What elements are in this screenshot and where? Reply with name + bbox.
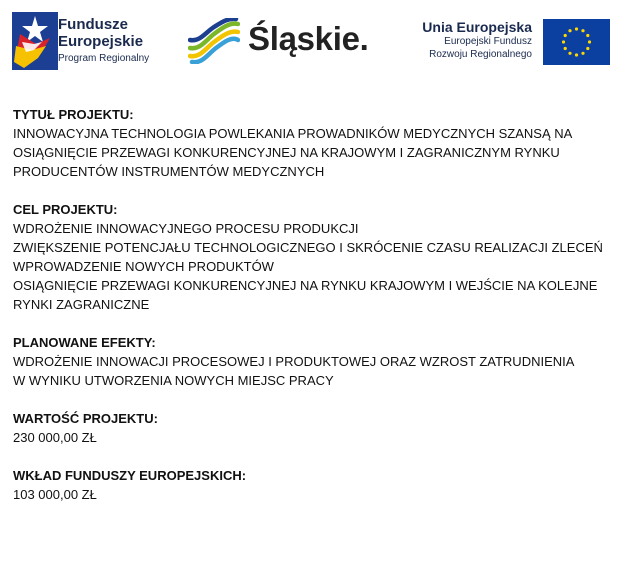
fundusze-europejskie-logo: [12, 12, 167, 72]
section-project-title: [13, 105, 618, 181]
section-eu-contribution: [13, 466, 618, 504]
section-planned-effects: [13, 333, 618, 390]
unia-europejska-logo: [404, 19, 614, 69]
section-line: OSIĄGNIĘCIE PRZEWAGI KONKURENCYJNEJ NA RYNKU KRAJOWYM I WEJŚCIE NA KOLEJNE: [13, 278, 598, 293]
slaskie-logo: [188, 16, 378, 66]
section-line: PRODUCENTÓW INSTRUMENTÓW MEDYCZNYCH: [13, 164, 325, 179]
fundusze-europejskie-text: [58, 16, 168, 66]
project-value: 230 000,00 ZŁ: [13, 430, 97, 445]
section-heading: WARTOŚĆ PROJEKTU:: [13, 411, 158, 426]
section-line: ZWIĘKSZENIE POTENCJAŁU TECHNOLOGICZNEGO I SKRÓCENIE CZASU REALIZACJI ZLECEŃ: [13, 240, 603, 255]
logo-band: [0, 0, 632, 80]
ue-logo-sub1: Europejski Fundusz: [444, 36, 532, 47]
section-line: OSIĄGNIĘCIE PRZEWAGI KONKURENCYJNEJ NA KRAJOWYM I ZAGRANICZNYM RYNKU: [13, 145, 560, 160]
section-line: WDROŻENIE INNOWACJI PROCESOWEJ I PRODUKTOWEJ ORAZ WZROST ZATRUDNIENIA: [13, 354, 575, 369]
section-heading: PLANOWANE EFEKTY:: [13, 335, 156, 350]
section-line: RYNKI ZAGRANICZNE: [13, 297, 150, 312]
section-line: WPROWADZENIE NOWYCH PRODUKTÓW: [13, 259, 274, 274]
section-heading: CEL PROJEKTU:: [13, 202, 118, 217]
section-project-value: [13, 409, 618, 447]
slaskie-wordmark: Śląskie.: [248, 20, 369, 57]
section-line: W WYNIKU UTWORZENIA NOWYCH MIEJSC PRACY: [13, 373, 334, 388]
section-project-goal: [13, 200, 618, 314]
ue-logo-title: Unia Europejska: [422, 19, 532, 35]
section-line: INNOWACYJNA TECHNOLOGIA POWLEKANIA PROWADNIKÓW MEDYCZNYCH SZANSĄ NA: [13, 126, 573, 141]
section-line: WDROŻENIE INNOWACYJNEGO PROCESU PRODUKCJI: [13, 221, 359, 236]
fundusze-europejskie-star-icon: [12, 12, 58, 70]
fe-logo-line3: Program Regionalny: [58, 53, 150, 64]
fe-logo-line1: Fundusze: [58, 16, 128, 33]
slaskie-stripes-icon: [188, 18, 240, 64]
unia-europejska-text: [392, 19, 532, 61]
project-info: [13, 105, 618, 523]
fe-logo-line2: Europejskie: [58, 33, 144, 50]
section-heading: TYTUŁ PROJEKTU:: [13, 107, 134, 122]
ue-logo-sub2: Rozwoju Regionalnego: [429, 49, 532, 60]
section-heading: WKŁAD FUNDUSZY EUROPEJSKICH:: [13, 468, 247, 483]
eu-contribution-value: 103 000,00 ZŁ: [13, 487, 97, 502]
eu-flag-icon: [543, 19, 610, 65]
